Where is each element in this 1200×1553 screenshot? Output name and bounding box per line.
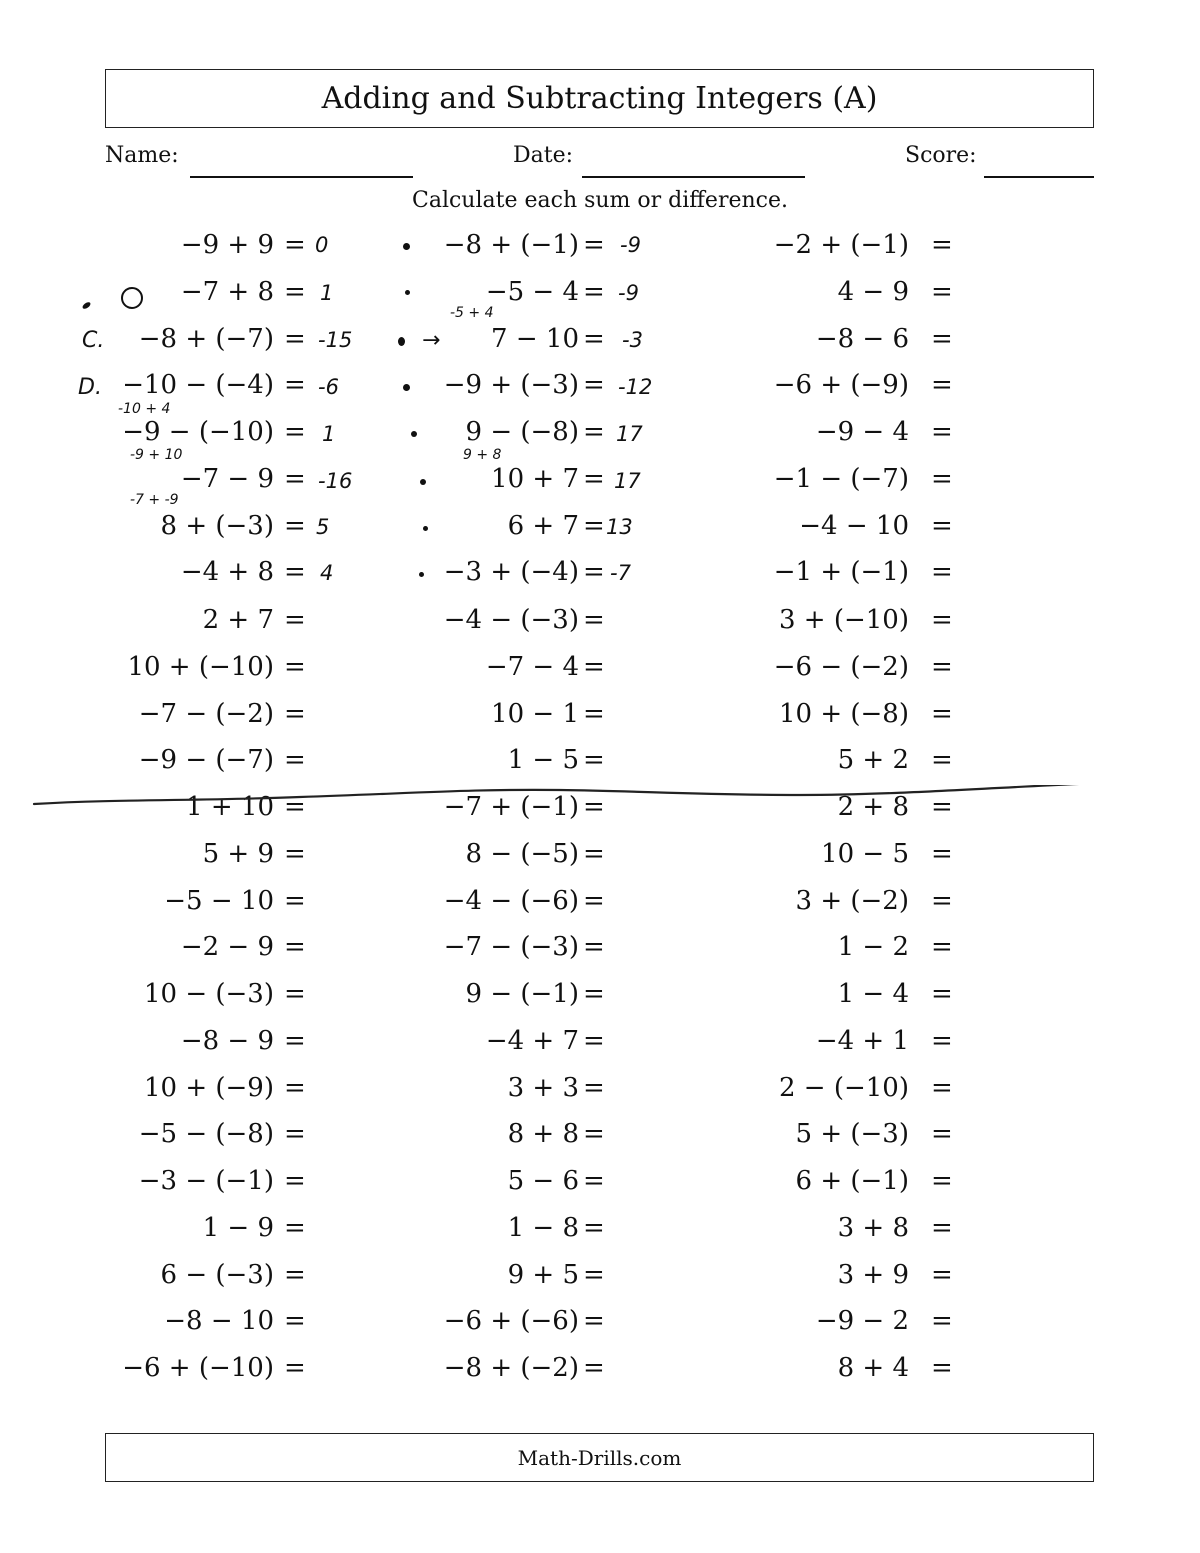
name-label: Name: [105,143,179,168]
handwritten-answer: -9 [618,281,639,305]
equals-sign: = [284,1119,306,1149]
problem-expression: −10 − (−4) [122,370,274,400]
equals-sign: = [284,932,306,962]
date-label: Date: [513,143,574,168]
handwritten-answer: 13 [606,515,633,539]
problem-expression: 1 − 8 [507,1213,579,1243]
equals-sign: = [931,699,953,729]
equals-sign: = [931,1026,953,1056]
problem-expression: −8 + (−1) [443,230,579,260]
equals-sign: = [284,652,306,682]
problem-row [0,1114,1200,1154]
problem-row [0,412,1200,452]
problem-row [0,647,1200,687]
problem-expression: 9 − (−1) [465,979,579,1009]
problem-expression: −6 − (−2) [773,652,909,682]
equals-sign: = [284,557,306,587]
problem-expression: −8 − 9 [180,1026,274,1056]
problem-expression: −9 − 2 [815,1306,909,1336]
problem-expression: −3 + (−4) [443,557,579,587]
equals-sign: = [931,1213,953,1243]
problem-expression: −2 − 9 [180,932,274,962]
work-note: -9 + 10 [130,447,183,463]
equals-sign: = [583,277,605,307]
problem-expression: 1 − 4 [837,979,909,1009]
problem-expression: −4 + 8 [180,557,274,587]
problem-expression: −5 − 10 [164,886,274,916]
name-field[interactable] [190,176,413,178]
problem-expression: −5 − (−8) [138,1119,274,1149]
bullet-dot [405,290,410,295]
handwritten-answer: 17 [616,422,643,446]
equals-sign: = [583,1166,605,1196]
problem-expression: −8 + (−2) [443,1353,579,1383]
problem-expression: −6 + (−6) [443,1306,579,1336]
equals-sign: = [931,1073,953,1103]
problem-row [0,272,1200,312]
equals-sign: = [583,1260,605,1290]
equals-sign: = [583,1353,605,1383]
equals-sign: = [284,1306,306,1336]
equals-sign: = [931,1306,953,1336]
row-mark: D. [78,375,102,400]
equals-sign: = [583,370,605,400]
equals-sign: = [583,230,605,260]
problem-expression: −6 + (−10) [122,1353,274,1383]
equals-sign: = [931,324,953,354]
problem-expression: 10 + (−10) [127,652,274,682]
problem-expression: −9 + (−3) [443,370,579,400]
equals-sign: = [931,932,953,962]
handwritten-answer: 0 [315,233,329,257]
problem-expression: −5 − 4 [485,277,579,307]
equals-sign: = [583,652,605,682]
handwritten-answer: -7 [610,561,631,585]
problem-row [0,1021,1200,1061]
work-note: -10 + 4 [118,401,171,417]
equals-sign: = [583,1119,605,1149]
problem-expression: −9 + 9 [180,230,274,260]
equals-sign: = [931,557,953,587]
problem-row [0,459,1200,499]
problem-row [0,319,1200,359]
problem-expression: 6 − (−3) [160,1260,274,1290]
problem-row [0,1348,1200,1388]
problem-expression: 3 + (−10) [778,605,909,635]
problem-expression: −4 − 10 [799,511,909,541]
problem-expression: 2 + 7 [202,605,274,635]
problem-expression: 10 − 5 [821,839,909,869]
handwritten-answer: 1 [320,281,334,305]
bullet-dot [403,384,410,391]
problem-expression: −4 + 1 [815,1026,909,1056]
problem-expression: 3 + (−2) [795,886,909,916]
equals-sign: = [583,699,605,729]
problem-expression: 8 − (−5) [465,839,579,869]
bullet-dot [411,431,417,437]
equals-sign: = [931,792,953,822]
problem-row [0,694,1200,734]
problem-expression: 10 − 1 [491,699,579,729]
problem-row [0,1068,1200,1108]
equals-sign: = [583,1213,605,1243]
bullet-dot [398,337,405,346]
equals-sign: = [583,839,605,869]
problem-expression: 10 + (−8) [778,699,909,729]
problem-expression: 8 + (−3) [160,511,274,541]
handwritten-divider-line [0,785,1200,845]
handwritten-answer: -12 [618,375,653,399]
problem-expression: −9 − (−10) [122,417,274,447]
problem-expression: −4 − (−6) [443,886,579,916]
problem-expression: 3 + 3 [507,1073,579,1103]
problem-row [0,552,1200,592]
problem-expression: 1 − 5 [507,745,579,775]
problem-expression: 9 + 5 [507,1260,579,1290]
handwritten-answer: -15 [318,328,353,352]
row-mark: C. [82,328,105,353]
equals-sign: = [931,417,953,447]
work-note: -7 + -9 [130,492,179,508]
equals-sign: = [284,1026,306,1056]
equals-sign: = [931,605,953,635]
problem-expression: 9 − (−8) [465,417,579,447]
handwritten-answer: -9 [620,233,641,257]
equals-sign: = [583,324,605,354]
problem-expression: −8 − 6 [815,324,909,354]
equals-sign: = [284,464,306,494]
equals-sign: = [284,417,306,447]
equals-sign: = [583,605,605,635]
problem-expression: 5 + 2 [837,745,909,775]
problem-expression: 6 + (−1) [795,1166,909,1196]
equals-sign: = [284,1213,306,1243]
equals-sign: = [583,1026,605,1056]
problem-expression: −1 − (−7) [773,464,909,494]
row-mark: → [422,328,441,353]
equals-sign: = [931,277,953,307]
problem-expression: 3 + 9 [837,1260,909,1290]
equals-sign: = [284,277,306,307]
problem-expression: −3 − (−1) [138,1166,274,1196]
score-label: Score: [905,143,977,168]
problem-expression: 1 − 2 [837,932,909,962]
equals-sign: = [583,417,605,447]
equals-sign: = [931,370,953,400]
problem-expression: −8 + (−7) [138,324,274,354]
problem-expression: −7 − (−2) [138,699,274,729]
equals-sign: = [931,745,953,775]
equals-sign: = [284,979,306,1009]
problem-expression: −2 + (−1) [773,230,909,260]
problem-expression: −9 − (−7) [138,745,274,775]
problem-row [0,1161,1200,1201]
problem-grid [0,225,1200,1395]
equals-sign: = [284,370,306,400]
problem-expression: −4 + 7 [485,1026,579,1056]
equals-sign: = [931,886,953,916]
handwritten-answer: 17 [614,469,641,493]
problem-expression: −1 + (−1) [773,557,909,587]
equals-sign: = [284,745,306,775]
title-text: Adding and Subtracting Integers (A) [321,81,878,116]
problem-expression: 1 + 10 [186,792,274,822]
circle-mark [121,287,143,309]
equals-sign: = [583,1073,605,1103]
problem-expression: −7 − 9 [180,464,274,494]
footer [105,1433,1094,1482]
problem-row [0,600,1200,640]
equals-sign: = [284,605,306,635]
problem-expression: 10 + (−9) [143,1073,274,1103]
worksheet-title [105,69,1094,128]
problem-expression: 10 + 7 [491,464,579,494]
problem-expression: 7 − 10 [491,324,579,354]
equals-sign: = [583,511,605,541]
problem-row [0,506,1200,546]
handwritten-answer: -6 [318,375,339,399]
problem-row [0,225,1200,265]
bullet-dot [403,243,410,250]
problem-expression: 4 − 9 [837,277,909,307]
equals-sign: = [284,699,306,729]
problem-expression: −7 − (−3) [443,932,579,962]
equals-sign: = [583,464,605,494]
equals-sign: = [284,324,306,354]
equals-sign: = [931,464,953,494]
equals-sign: = [284,1353,306,1383]
problem-expression: −6 + (−9) [773,370,909,400]
equals-sign: = [284,1166,306,1196]
problem-expression: −7 − 4 [485,652,579,682]
equals-sign: = [931,1353,953,1383]
equals-sign: = [284,230,306,260]
problem-expression: 3 + 8 [837,1213,909,1243]
problem-expression: 2 + 8 [837,792,909,822]
student-info-row [105,143,1095,183]
problem-expression: 6 + 7 [507,511,579,541]
problem-expression: 8 + 4 [837,1353,909,1383]
handwritten-answer: -3 [622,328,643,352]
problem-expression: −7 + (−1) [443,792,579,822]
equals-sign: = [284,839,306,869]
equals-sign: = [931,652,953,682]
equals-sign: = [583,557,605,587]
problem-expression: 2 − (−10) [778,1073,909,1103]
handwritten-answer: 5 [316,515,330,539]
instructions: Calculate each sum or difference. [412,188,788,213]
equals-sign: = [931,1119,953,1149]
equals-sign: = [931,511,953,541]
problem-row [0,1255,1200,1295]
equals-sign: = [284,1073,306,1103]
equals-sign: = [583,792,605,822]
problem-expression: −8 − 10 [164,1306,274,1336]
work-note: 9 + 8 [463,447,502,463]
equals-sign: = [931,230,953,260]
work-note: -5 + 4 [450,305,494,321]
problem-row [0,881,1200,921]
problem-expression: 5 + 9 [202,839,274,869]
problem-expression: 10 − (−3) [143,979,274,1009]
equals-sign: = [284,886,306,916]
problem-expression: −4 − (−3) [443,605,579,635]
equals-sign: = [583,932,605,962]
problem-row [0,365,1200,405]
equals-sign: = [284,1260,306,1290]
equals-sign: = [931,1166,953,1196]
date-field[interactable] [582,176,805,178]
handwritten-answer: 1 [322,422,336,446]
problem-expression: 5 + (−3) [795,1119,909,1149]
equals-sign: = [583,1306,605,1336]
equals-sign: = [931,1260,953,1290]
equals-sign: = [284,511,306,541]
problem-row [0,1208,1200,1248]
score-field[interactable] [984,176,1094,178]
footer-text: Math-Drills.com [517,1445,682,1470]
problem-row [0,1301,1200,1341]
equals-sign: = [931,979,953,1009]
equals-sign: = [583,886,605,916]
equals-sign: = [284,792,306,822]
problem-row [0,927,1200,967]
equals-sign: = [931,839,953,869]
problem-expression: −7 + 8 [180,277,274,307]
problem-row [0,740,1200,780]
handwritten-answer: 4 [320,561,334,585]
bullet-dot [420,479,426,485]
problem-expression: 8 + 8 [507,1119,579,1149]
handwritten-answer: -16 [318,469,353,493]
equals-sign: = [583,745,605,775]
problem-row [0,974,1200,1014]
problem-expression: −9 − 4 [815,417,909,447]
problem-expression: 5 − 6 [507,1166,579,1196]
problem-expression: 1 − 9 [202,1213,274,1243]
equals-sign: = [583,979,605,1009]
bullet-dot [423,526,428,531]
bullet-dot [419,572,424,577]
